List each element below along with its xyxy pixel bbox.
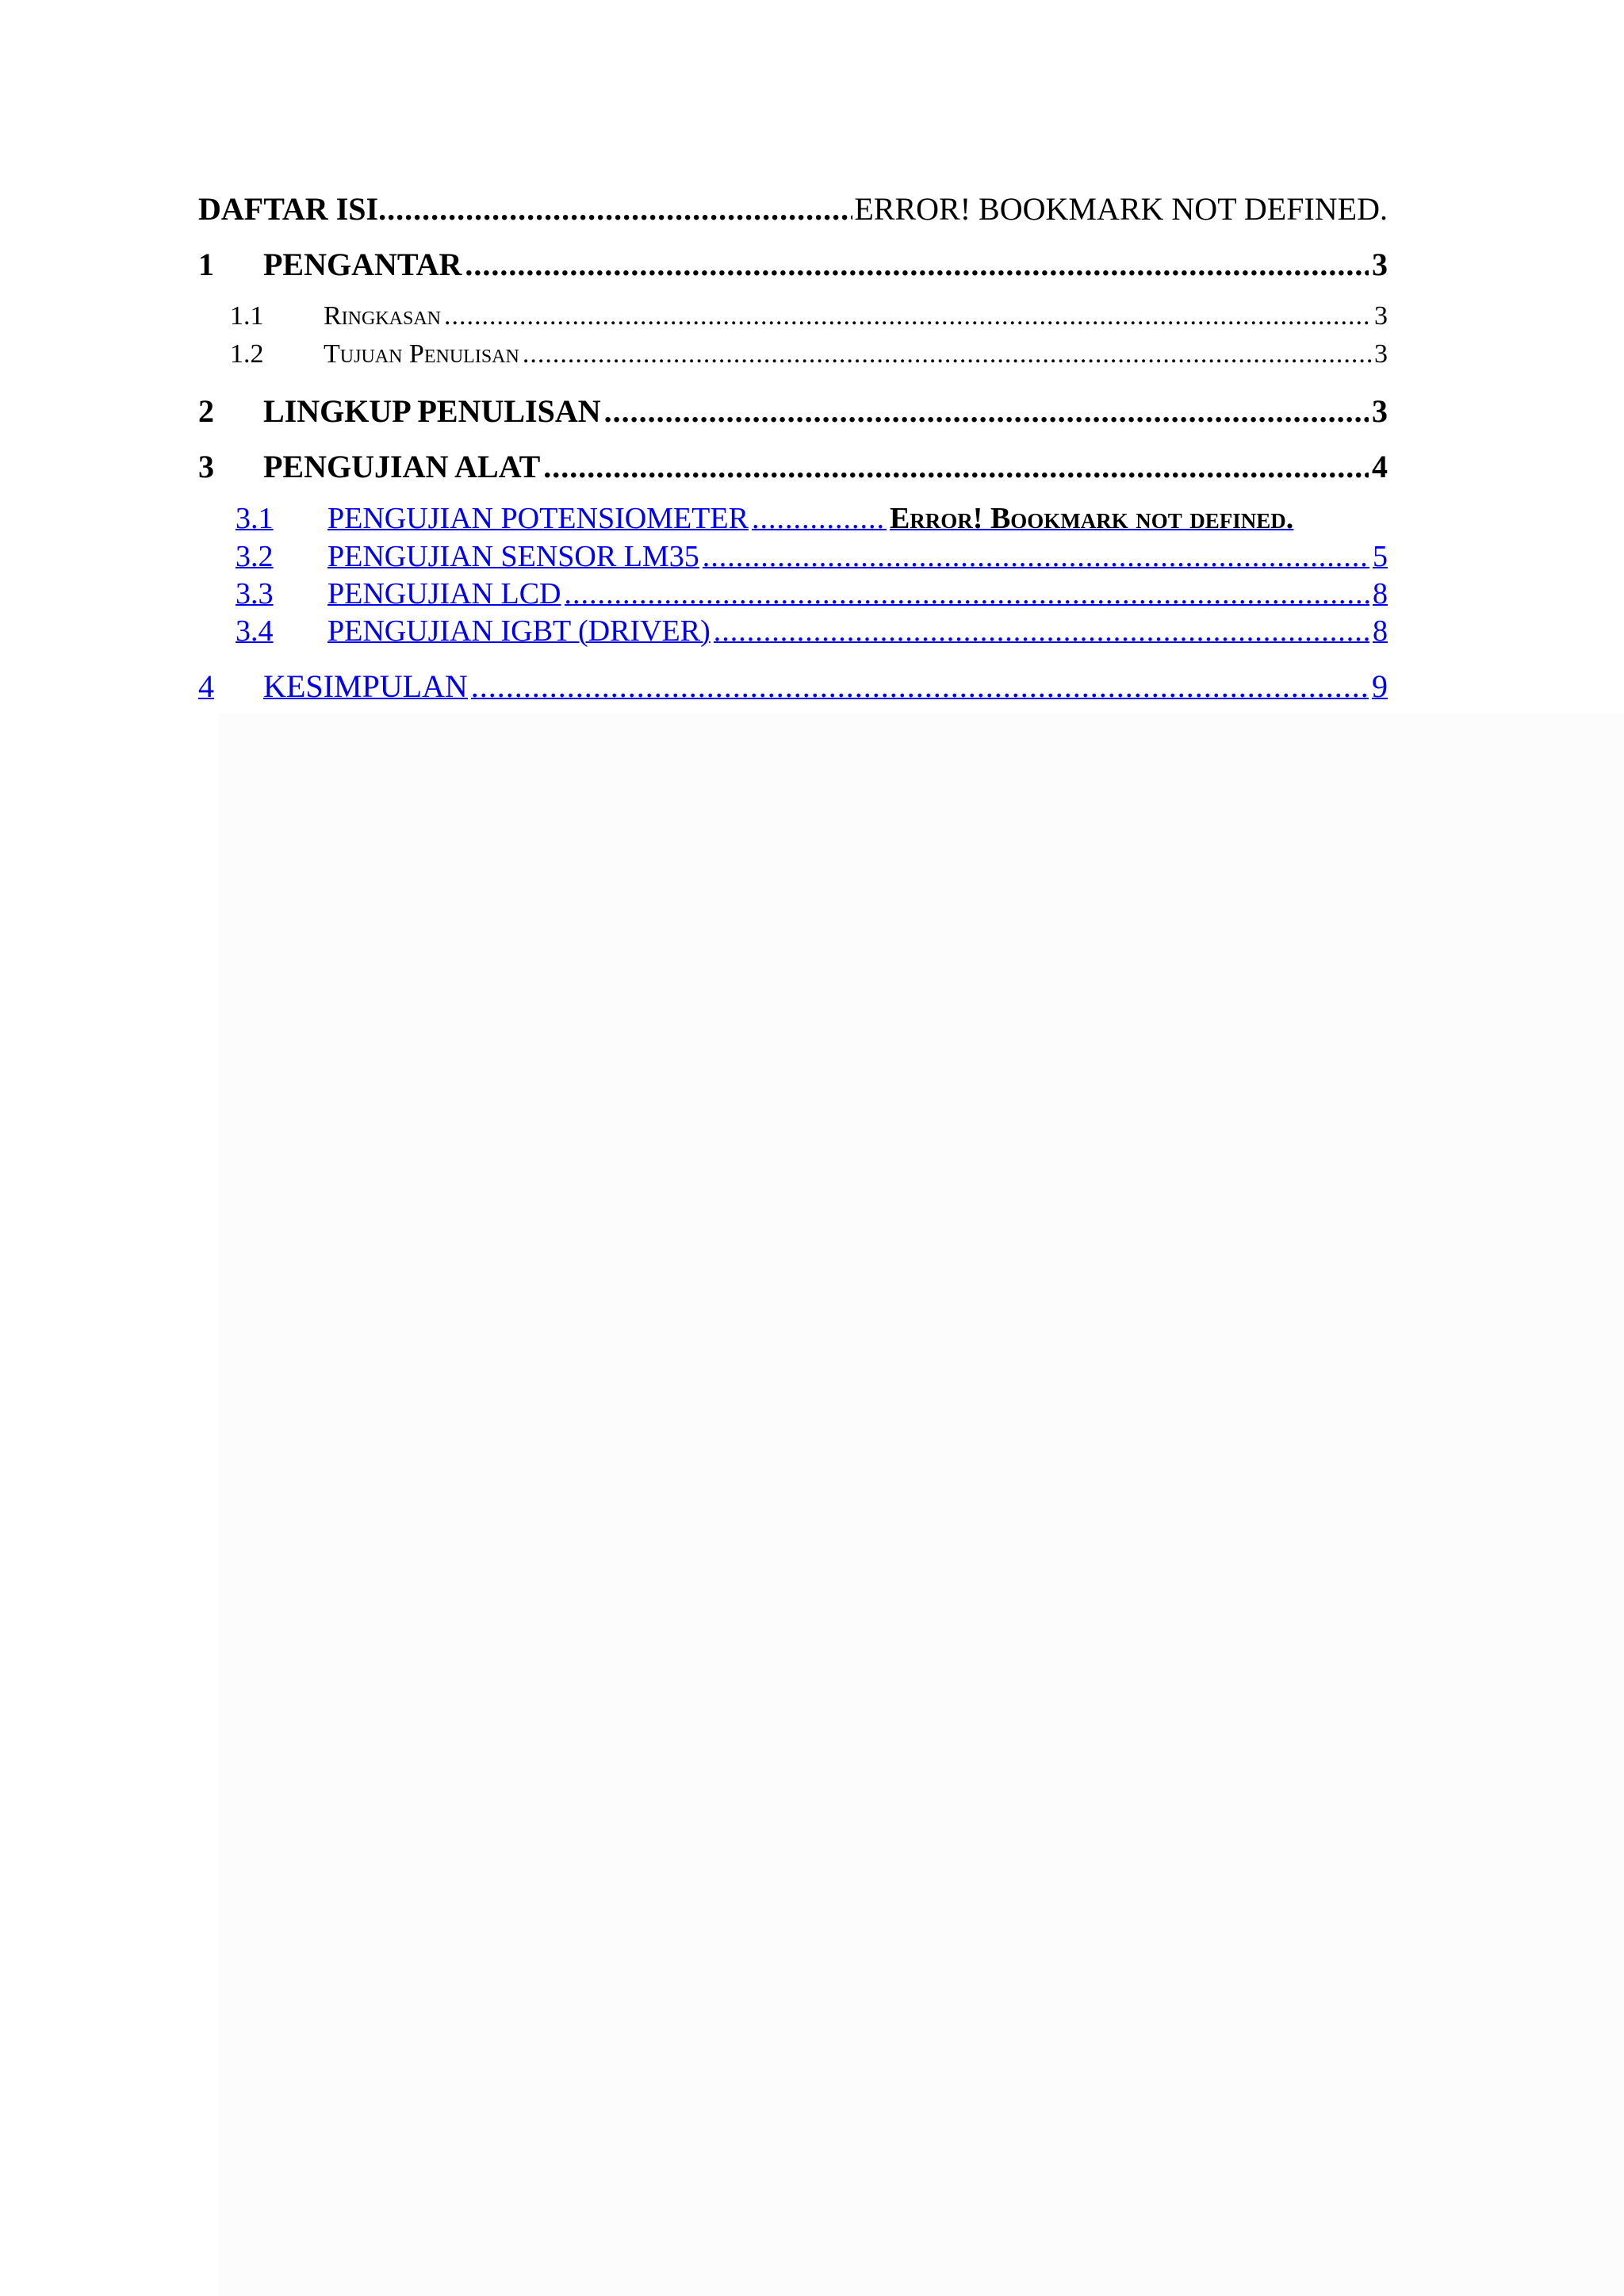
entry-number: 3.2 xyxy=(236,540,274,573)
toc-link-3-4[interactable] xyxy=(236,614,1388,649)
page-shade xyxy=(218,714,1624,2296)
entry-page: 9 xyxy=(1372,668,1388,704)
dot-leader xyxy=(523,339,1371,369)
entry-title: Ringkasan xyxy=(324,301,442,331)
toc-entry-1[interactable] xyxy=(198,246,1388,283)
toc-entry-1-2[interactable] xyxy=(230,339,1388,369)
entry-title: Tujuan Penulisan xyxy=(324,339,519,369)
entry-title: LINGKUP PENULISAN xyxy=(263,393,601,429)
dot-leader xyxy=(714,614,1369,649)
toc-entry-3[interactable] xyxy=(198,448,1388,485)
dot-leader xyxy=(465,246,1369,283)
dot-leader xyxy=(565,576,1370,611)
entry-title: PENGANTAR xyxy=(263,247,462,282)
entry-page: 8 xyxy=(1373,577,1388,610)
entry-page-error: Error! Bookmark not defined. xyxy=(889,502,1294,535)
entry-number: 2 xyxy=(198,393,214,429)
entry-page: 5 xyxy=(1373,540,1388,573)
entry-number: 1.1 xyxy=(230,301,264,331)
entry-page: 3 xyxy=(1372,393,1388,429)
toc-link-3-2[interactable] xyxy=(236,539,1388,574)
dot-leader xyxy=(604,392,1369,430)
entry-number: 3.4 xyxy=(236,614,274,648)
entry-number: 1.2 xyxy=(230,339,264,369)
entry-page: 8 xyxy=(1373,614,1388,648)
dot-leader xyxy=(378,190,852,228)
toc-link-4[interactable] xyxy=(198,668,1388,705)
entry-title: PENGUJIAN SENSOR LM35 xyxy=(327,540,699,573)
dot-leader xyxy=(471,668,1369,705)
toc-header-page: ERROR! BOOKMARK NOT DEFINED. xyxy=(854,191,1388,227)
toc-title: DAFTAR ISI xyxy=(198,191,379,227)
entry-number: 1 xyxy=(198,247,214,282)
dot-leader xyxy=(752,501,887,536)
entry-page: 3 xyxy=(1374,301,1388,331)
dot-leader xyxy=(543,448,1369,485)
dot-leader xyxy=(703,539,1369,574)
toc-header xyxy=(198,190,1388,228)
entry-title: PENGUJIAN ALAT xyxy=(263,449,541,484)
entry-number: 3 xyxy=(198,449,214,484)
toc-entry-2[interactable] xyxy=(198,392,1388,430)
entry-number: 3.3 xyxy=(236,577,274,610)
toc-link-3-3[interactable] xyxy=(236,576,1388,611)
entry-number: 4 xyxy=(198,668,214,704)
entry-page: 3 xyxy=(1374,339,1388,369)
entry-page: 4 xyxy=(1372,449,1388,484)
entry-title: PENGUJIAN IGBT (DRIVER) xyxy=(327,614,710,648)
toc-link-3-1[interactable] xyxy=(236,501,1388,536)
toc-entry-1-1[interactable] xyxy=(230,301,1388,331)
entry-title: KESIMPULAN xyxy=(263,668,468,704)
entry-title: PENGUJIAN LCD xyxy=(327,577,561,610)
entry-title: PENGUJIAN POTENSIOMETER xyxy=(327,502,749,535)
entry-page: 3 xyxy=(1372,247,1388,282)
dot-leader xyxy=(444,301,1371,331)
entry-number: 3.1 xyxy=(236,502,274,535)
